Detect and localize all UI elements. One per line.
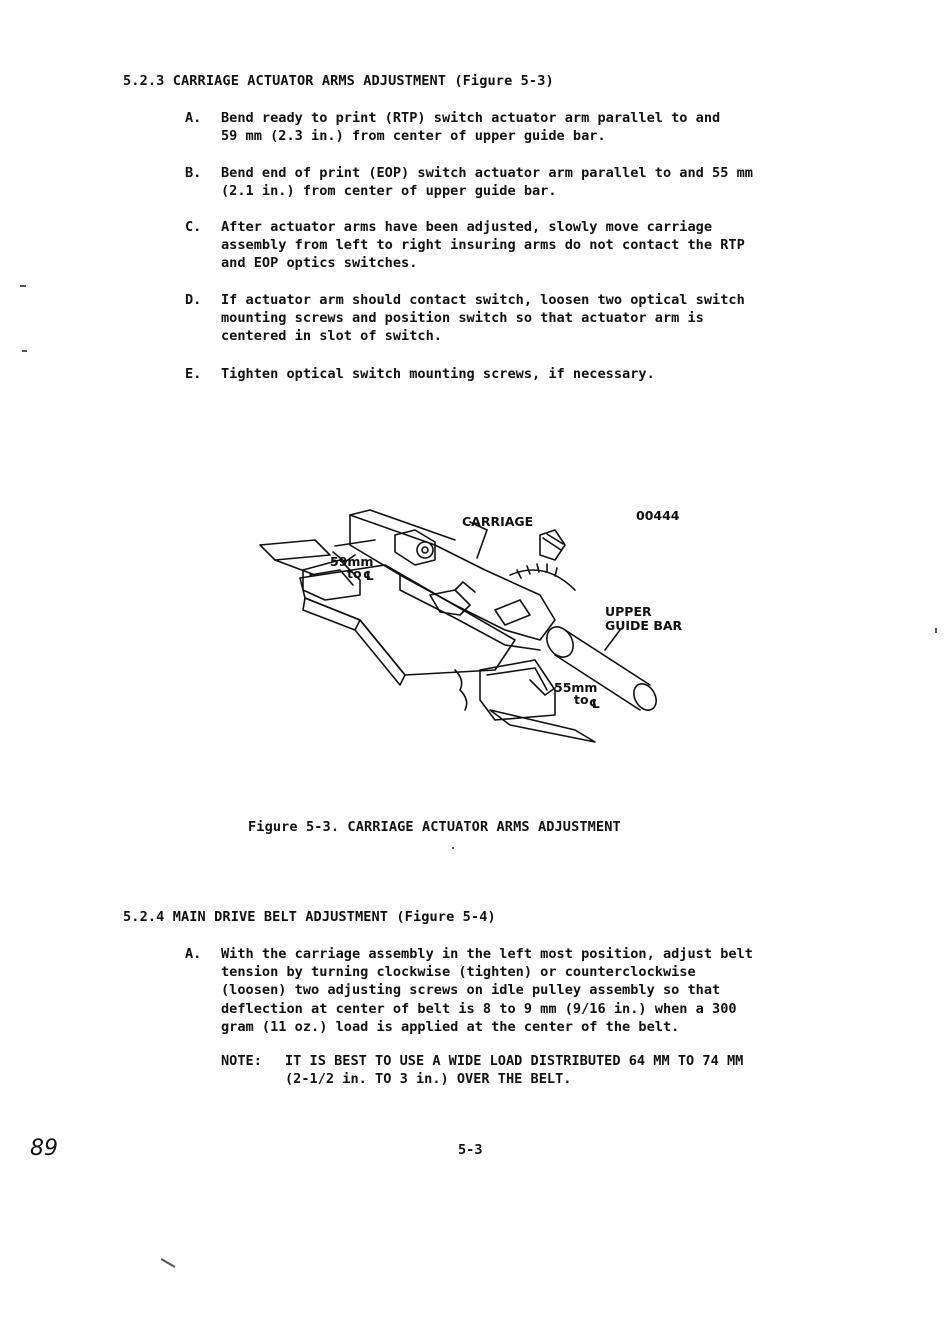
list-item xyxy=(221,291,745,346)
note-line: IT IS BEST TO USE A WIDE LOAD DISTRIBUTED 64 MM TO 74 MM xyxy=(285,1053,744,1069)
list-item-letter: A. xyxy=(185,946,202,962)
carriage-dial xyxy=(510,570,575,590)
section-heading-5-2-3: 5.2.3 CARRIAGE ACTUATOR ARMS ADJUSTMENT (Figure 5-3) xyxy=(123,73,554,89)
list-item-line: deflection at center of belt is 8 to 9 mm (9/16 in.) when a 300 xyxy=(221,1000,737,1017)
figure-id: 00444 xyxy=(636,508,680,523)
list-item-line: tension by turning clockwise (tighten) or counterclockwise xyxy=(221,964,696,981)
print-head-block xyxy=(395,530,435,565)
rail-strip-right xyxy=(490,710,595,742)
guide-bar-leader-line xyxy=(605,630,620,650)
list-item-line: centered in slot of switch. xyxy=(221,328,442,345)
upper-guide-bar xyxy=(555,630,650,710)
section-heading-5-2-4: 5.2.4 MAIN DRIVE BELT ADJUSTMENT (Figure 5-4) xyxy=(123,909,496,925)
label-59mm: 59mm xyxy=(330,554,374,569)
list-item-line: Bend end of print (EOP) switch actuator arm parallel to and 55 mm xyxy=(221,165,753,181)
list-item-letter: D. xyxy=(185,292,202,308)
list-item-line: Bend ready to print (RTP) switch actuator arm parallel to and xyxy=(221,110,721,126)
scan-speck xyxy=(935,628,937,633)
list-item xyxy=(221,164,753,200)
scan-speck xyxy=(22,350,27,352)
list-item xyxy=(221,109,720,145)
list-item xyxy=(221,945,753,1036)
list-item xyxy=(221,218,745,273)
list-item-line: (2.1 in.) from center of upper guide bar. xyxy=(221,183,557,200)
label-centerline: ℄ xyxy=(363,568,375,583)
carriage-frame xyxy=(300,565,515,675)
figure-caption: Figure 5-3. CARRIAGE ACTUATOR ARMS ADJUSTMENT xyxy=(248,819,621,835)
list-item-line: If actuator arm should contact switch, loosen two optical switch xyxy=(221,292,745,308)
label-carriage: CARRIAGE xyxy=(462,514,534,529)
list-item-line: assembly from left to right insuring arms do not contact the RTP xyxy=(221,237,745,254)
list-item-line: mounting screws and position switch so that actuator arm is xyxy=(221,310,704,327)
list-item-line: and EOP optics switches. xyxy=(221,255,418,272)
note-label: NOTE: xyxy=(221,1053,262,1069)
label-upper: UPPER xyxy=(605,604,652,619)
list-item-line: (loosen) two adjusting screws on idle pulley assembly so that xyxy=(221,982,721,999)
rail-strip-left xyxy=(260,540,330,560)
list-item-line: After actuator arms have been adjusted, slowly move carriage xyxy=(221,219,713,235)
label-to: to xyxy=(574,692,589,707)
scan-speck xyxy=(452,847,454,849)
list-item-line: 59 mm (2.3 in.) from center of upper guide bar. xyxy=(221,128,606,145)
scan-speck xyxy=(161,1258,176,1268)
list-item xyxy=(221,365,655,383)
list-item-line: gram (11 oz.) load is applied at the center of the belt. xyxy=(221,1018,680,1035)
frame-break-line xyxy=(455,670,467,710)
list-item-letter: A. xyxy=(185,110,202,126)
list-item-line: Tighten optical switch mounting screws, if necessary. xyxy=(221,366,655,382)
list-item-letter: B. xyxy=(185,165,202,181)
handwritten-page-mark: 89 xyxy=(30,1136,58,1161)
label-55mm: 55mm xyxy=(554,680,598,695)
note-line: (2-1/2 in. TO 3 in.) OVER THE BELT. xyxy=(285,1071,572,1088)
label-guide-bar: GUIDE BAR xyxy=(605,618,683,633)
carriage-body xyxy=(350,515,555,640)
note-text xyxy=(285,1052,743,1088)
page-number: 5-3 xyxy=(458,1142,483,1158)
label-centerline: ℄ xyxy=(589,696,601,711)
carriage-diagram xyxy=(255,500,695,750)
list-item-letter: E. xyxy=(185,366,202,382)
list-item-line: With the carriage assembly in the left most position, adjust belt xyxy=(221,946,753,962)
carriage-leader-line xyxy=(477,530,487,558)
list-item-letter: C. xyxy=(185,219,202,235)
scan-speck xyxy=(20,285,26,287)
label-to: to xyxy=(347,566,362,581)
